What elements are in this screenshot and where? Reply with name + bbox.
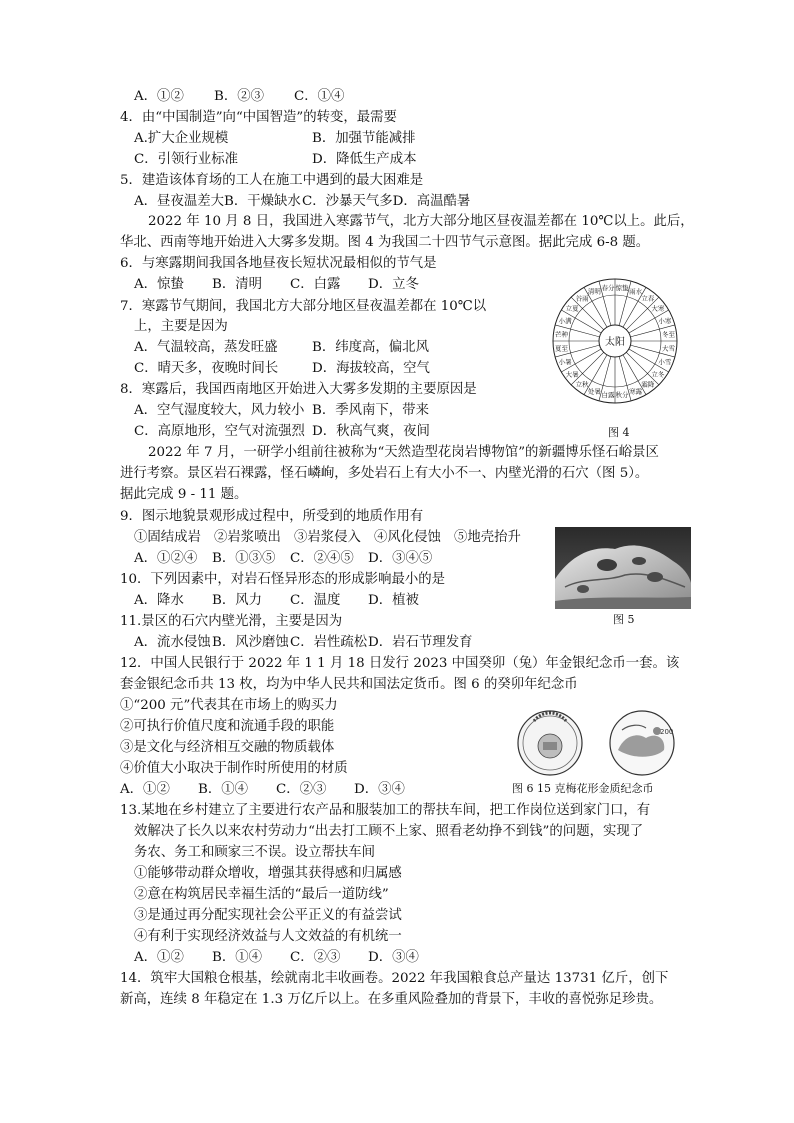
text-line: ④价值大小取决于制作时所使用的材质 — [120, 761, 348, 776]
solar-terms-wheel — [540, 266, 690, 416]
options-line — [134, 275, 446, 295]
option-item: C．②③ — [290, 950, 341, 965]
options-line — [134, 528, 534, 548]
rock-photo-image — [555, 527, 691, 609]
option-item: A．空气湿度较大，风力较小 — [134, 403, 305, 418]
options-line — [134, 129, 490, 149]
text-line: 4．由“中国制造”向“中国智造”的转变，最需要 — [120, 110, 397, 125]
text-line: 务农、务工和顾家三不误。设立帮扶车间 — [134, 845, 376, 860]
text-line: 11.景区的石穴内壁光滑，主要是因为 — [120, 614, 343, 629]
option-item: A．昼夜温差大 — [134, 194, 225, 209]
text-line: 2022 年 10 月 8 日，我国进入寒露节气，北方大部分地区昼夜温差都在 10℃以上。此后， — [148, 214, 694, 229]
solar-term-label: 立春 — [641, 294, 655, 303]
option-item: D．岩石节理发育 — [368, 635, 473, 650]
text-line: 据此完成 9 - 11 题。 — [120, 487, 248, 502]
option-item: ④风化侵蚀 — [374, 530, 441, 545]
options-line — [134, 633, 472, 653]
solar-term-label: 冬至 — [662, 330, 676, 339]
option-item: ③岩浆侵入 — [294, 530, 361, 545]
option-item: D．③④ — [368, 950, 419, 965]
option-item: C．高原地形，空气对流强烈 — [134, 424, 305, 439]
options-line — [134, 192, 471, 212]
solar-term-label: 小寒 — [658, 316, 672, 325]
solar-term-label: 大雪 — [662, 344, 676, 353]
option-item: B．风沙磨蚀 — [212, 635, 289, 650]
option-item: C．晴天多，夜晚时间长 — [134, 361, 279, 376]
option-item: C．引领行业标准 — [134, 152, 238, 167]
option-item: A．①② — [120, 782, 170, 797]
option-item: D．秋高气爽，夜间 — [312, 424, 430, 439]
option-item: B．①④ — [212, 950, 263, 965]
text-line: ①能够带动群众增收，增强其获得感和归属感 — [134, 866, 402, 881]
figure-4-caption: 图 4 — [608, 426, 630, 439]
option-item: D．降低生产成本 — [312, 152, 417, 167]
coin-obverse — [518, 711, 582, 775]
option-item: C．②④⑤ — [290, 551, 354, 566]
option-item: B．②③ — [214, 89, 265, 104]
option-item: C．温度 — [290, 593, 341, 608]
text-line: ①“200 元”代表其在市场上的购买力 — [120, 698, 338, 713]
text-line: ②可执行价值尺度和流通手段的职能 — [120, 719, 335, 734]
options-line — [134, 422, 490, 442]
solar-term-label: 雨水 — [629, 287, 643, 296]
option-item: C．白露 — [290, 277, 341, 292]
solar-term-label: 立夏 — [565, 304, 579, 313]
option-item: B．清明 — [212, 277, 263, 292]
option-item: B．纬度高，偏北风 — [312, 340, 429, 355]
option-item: C．沙暴天气多 — [302, 194, 393, 209]
solar-term-label: 处暑 — [587, 387, 601, 396]
solar-term-label: 小雪 — [658, 358, 672, 367]
solar-term-label: 夏至 — [554, 344, 568, 353]
text-line: 2022 年 7 月，一研学小组前往被称为“天然造型花岗岩博物馆”的新疆博乐怪石峪景区 — [148, 445, 659, 460]
options-line — [134, 401, 490, 421]
option-item: A．①②④ — [134, 551, 198, 566]
option-item: B．干燥缺水 — [224, 194, 301, 209]
option-item: A．流水侵蚀 — [134, 635, 211, 650]
coin-images — [510, 706, 690, 778]
coin-reverse — [610, 711, 674, 775]
option-item: C．①④ — [294, 89, 345, 104]
text-line: 华北、西南等地开始进入大雾多发期。图 4 为我国二十四节气示意图。据此完成 6-8 题。 — [120, 235, 650, 250]
option-item: D．海拔较高，空气 — [312, 361, 430, 376]
text-line: 6．与寒露期间我国各地昼夜长短状况最相似的节气是 — [120, 256, 437, 271]
solar-term-label: 芒种 — [554, 330, 568, 339]
text-line: 13.某地在乡村建立了主要进行农产品和服装加工的帮扶车间，把工作岗位送到家门口，有 — [120, 803, 651, 818]
solar-term-label: 寒露 — [629, 387, 643, 396]
figure-5-caption: 图 5 — [613, 613, 635, 626]
options-line — [134, 948, 446, 968]
options-line — [120, 780, 432, 800]
option-item: ①固结成岩 — [134, 530, 201, 545]
option-item: D．高温酷暑 — [392, 194, 471, 209]
options-line — [134, 338, 490, 358]
option-item: B．风力 — [212, 593, 263, 608]
options-line — [134, 150, 490, 170]
option-item: B．加强节能减排 — [312, 131, 416, 146]
sun-center-label: 太阳 — [605, 337, 625, 348]
option-item: C．②③ — [276, 782, 327, 797]
option-item: A.扩大企业规模 — [134, 131, 229, 146]
option-item: C．岩性疏松 — [290, 635, 368, 650]
text-line: 上，主要是因为 — [134, 319, 228, 334]
figure-4-solar-terms-diagram — [540, 266, 690, 416]
text-line: 14．筑牢大国粮仓根基，绘就南北丰收画卷。2022 年我国粮食总产量达 13731 亿斤，创下 — [120, 971, 669, 986]
option-item: D．植被 — [368, 593, 419, 608]
options-line — [134, 549, 446, 569]
solar-term-label: 春分 — [601, 283, 615, 292]
solar-term-label: 霜降 — [641, 380, 655, 389]
solar-term-label: 小暑 — [558, 358, 572, 367]
text-line: 7．寒露节气期间，我国北方大部分地区昼夜温差都在 10℃以 — [120, 299, 487, 314]
option-item: A．降水 — [134, 593, 184, 608]
option-item: A．惊蛰 — [134, 277, 184, 292]
option-item: A．①② — [134, 89, 184, 104]
solar-term-label: 立秋 — [575, 380, 589, 389]
text-line: 新高，连续 8 年稳定在 1.3 万亿斤以上。在多重风险叠加的背景下，丰收的喜悦弥足珍贵。 — [120, 992, 663, 1007]
solar-term-label: 谷雨 — [575, 294, 589, 303]
text-line: 5．建造该体育场的工人在施工中遇到的最大困难是 — [120, 173, 424, 188]
option-item: A．气温较高，蒸发旺盛 — [134, 340, 278, 355]
figure-6-caption: 图 6 15 克梅花形金质纪念币 — [512, 782, 654, 795]
text-line: 10．下列因素中，对岩石怪异形态的形成影响最小的是 — [120, 572, 446, 587]
option-item: A．①② — [134, 950, 184, 965]
text-line: 9．图示地貌景观形成过程中，所受到的地质作用有 — [120, 509, 424, 524]
option-item: ②岩浆喷出 — [214, 530, 281, 545]
option-item: D．立冬 — [368, 277, 419, 292]
text-line: ③是通过再分配实现社会公平正义的有益尝试 — [134, 908, 402, 923]
text-line: ③是文化与经济相互交融的物质载体 — [120, 740, 335, 755]
figure-5-rock-photo — [555, 527, 691, 609]
text-line: 12．中国人民银行于 2022 年 1 1 月 18 日发行 2023 中国癸卯（兔）年金银纪念币一套。该 — [120, 656, 680, 671]
coin-value-text: 200 — [660, 728, 674, 736]
solar-term-label: 秋分 — [615, 391, 629, 400]
option-item: ⑤地壳抬升 — [454, 530, 521, 545]
figure-6-coins — [510, 706, 690, 778]
options-line — [134, 591, 446, 611]
options-line — [134, 87, 374, 107]
solar-term-label: 大寒 — [651, 304, 665, 313]
option-item: B．①③⑤ — [212, 551, 276, 566]
option-item: D．③④⑤ — [368, 551, 433, 566]
solar-term-label: 白露 — [601, 391, 615, 400]
solar-term-label: 清明 — [587, 287, 601, 296]
solar-term-label: 立冬 — [651, 370, 665, 379]
text-line: ②意在构筑居民幸福生活的“最后一道防线” — [134, 887, 389, 902]
solar-term-label: 惊蛰 — [615, 283, 629, 292]
text-line: 8．寒露后，我国西南地区开始进入大雾多发期的主要原因是 — [120, 382, 477, 397]
text-line: 效解决了长久以来农村劳动力“出去打工顾不上家、照看老幼挣不到钱”的问题，实现了 — [134, 824, 644, 839]
option-item: D．③④ — [354, 782, 405, 797]
text-line: 进行考察。景区岩石裸露，怪石嶙峋，多处岩石上有大小不一、内壁光滑的石穴（图 5）。 — [120, 466, 649, 481]
option-item: B．季风南下，带来 — [312, 403, 429, 418]
solar-term-label: 小满 — [558, 316, 572, 325]
solar-term-label: 大暑 — [565, 370, 579, 379]
option-item: B．①④ — [198, 782, 249, 797]
text-line: 套金银纪念币共 13 枚，均为中华人民共和国法定货币。图 6 的癸卯年纪念币 — [120, 677, 578, 692]
text-line: ④有利于实现经济效益与人文效益的有机统一 — [134, 929, 402, 944]
options-line — [134, 359, 490, 379]
